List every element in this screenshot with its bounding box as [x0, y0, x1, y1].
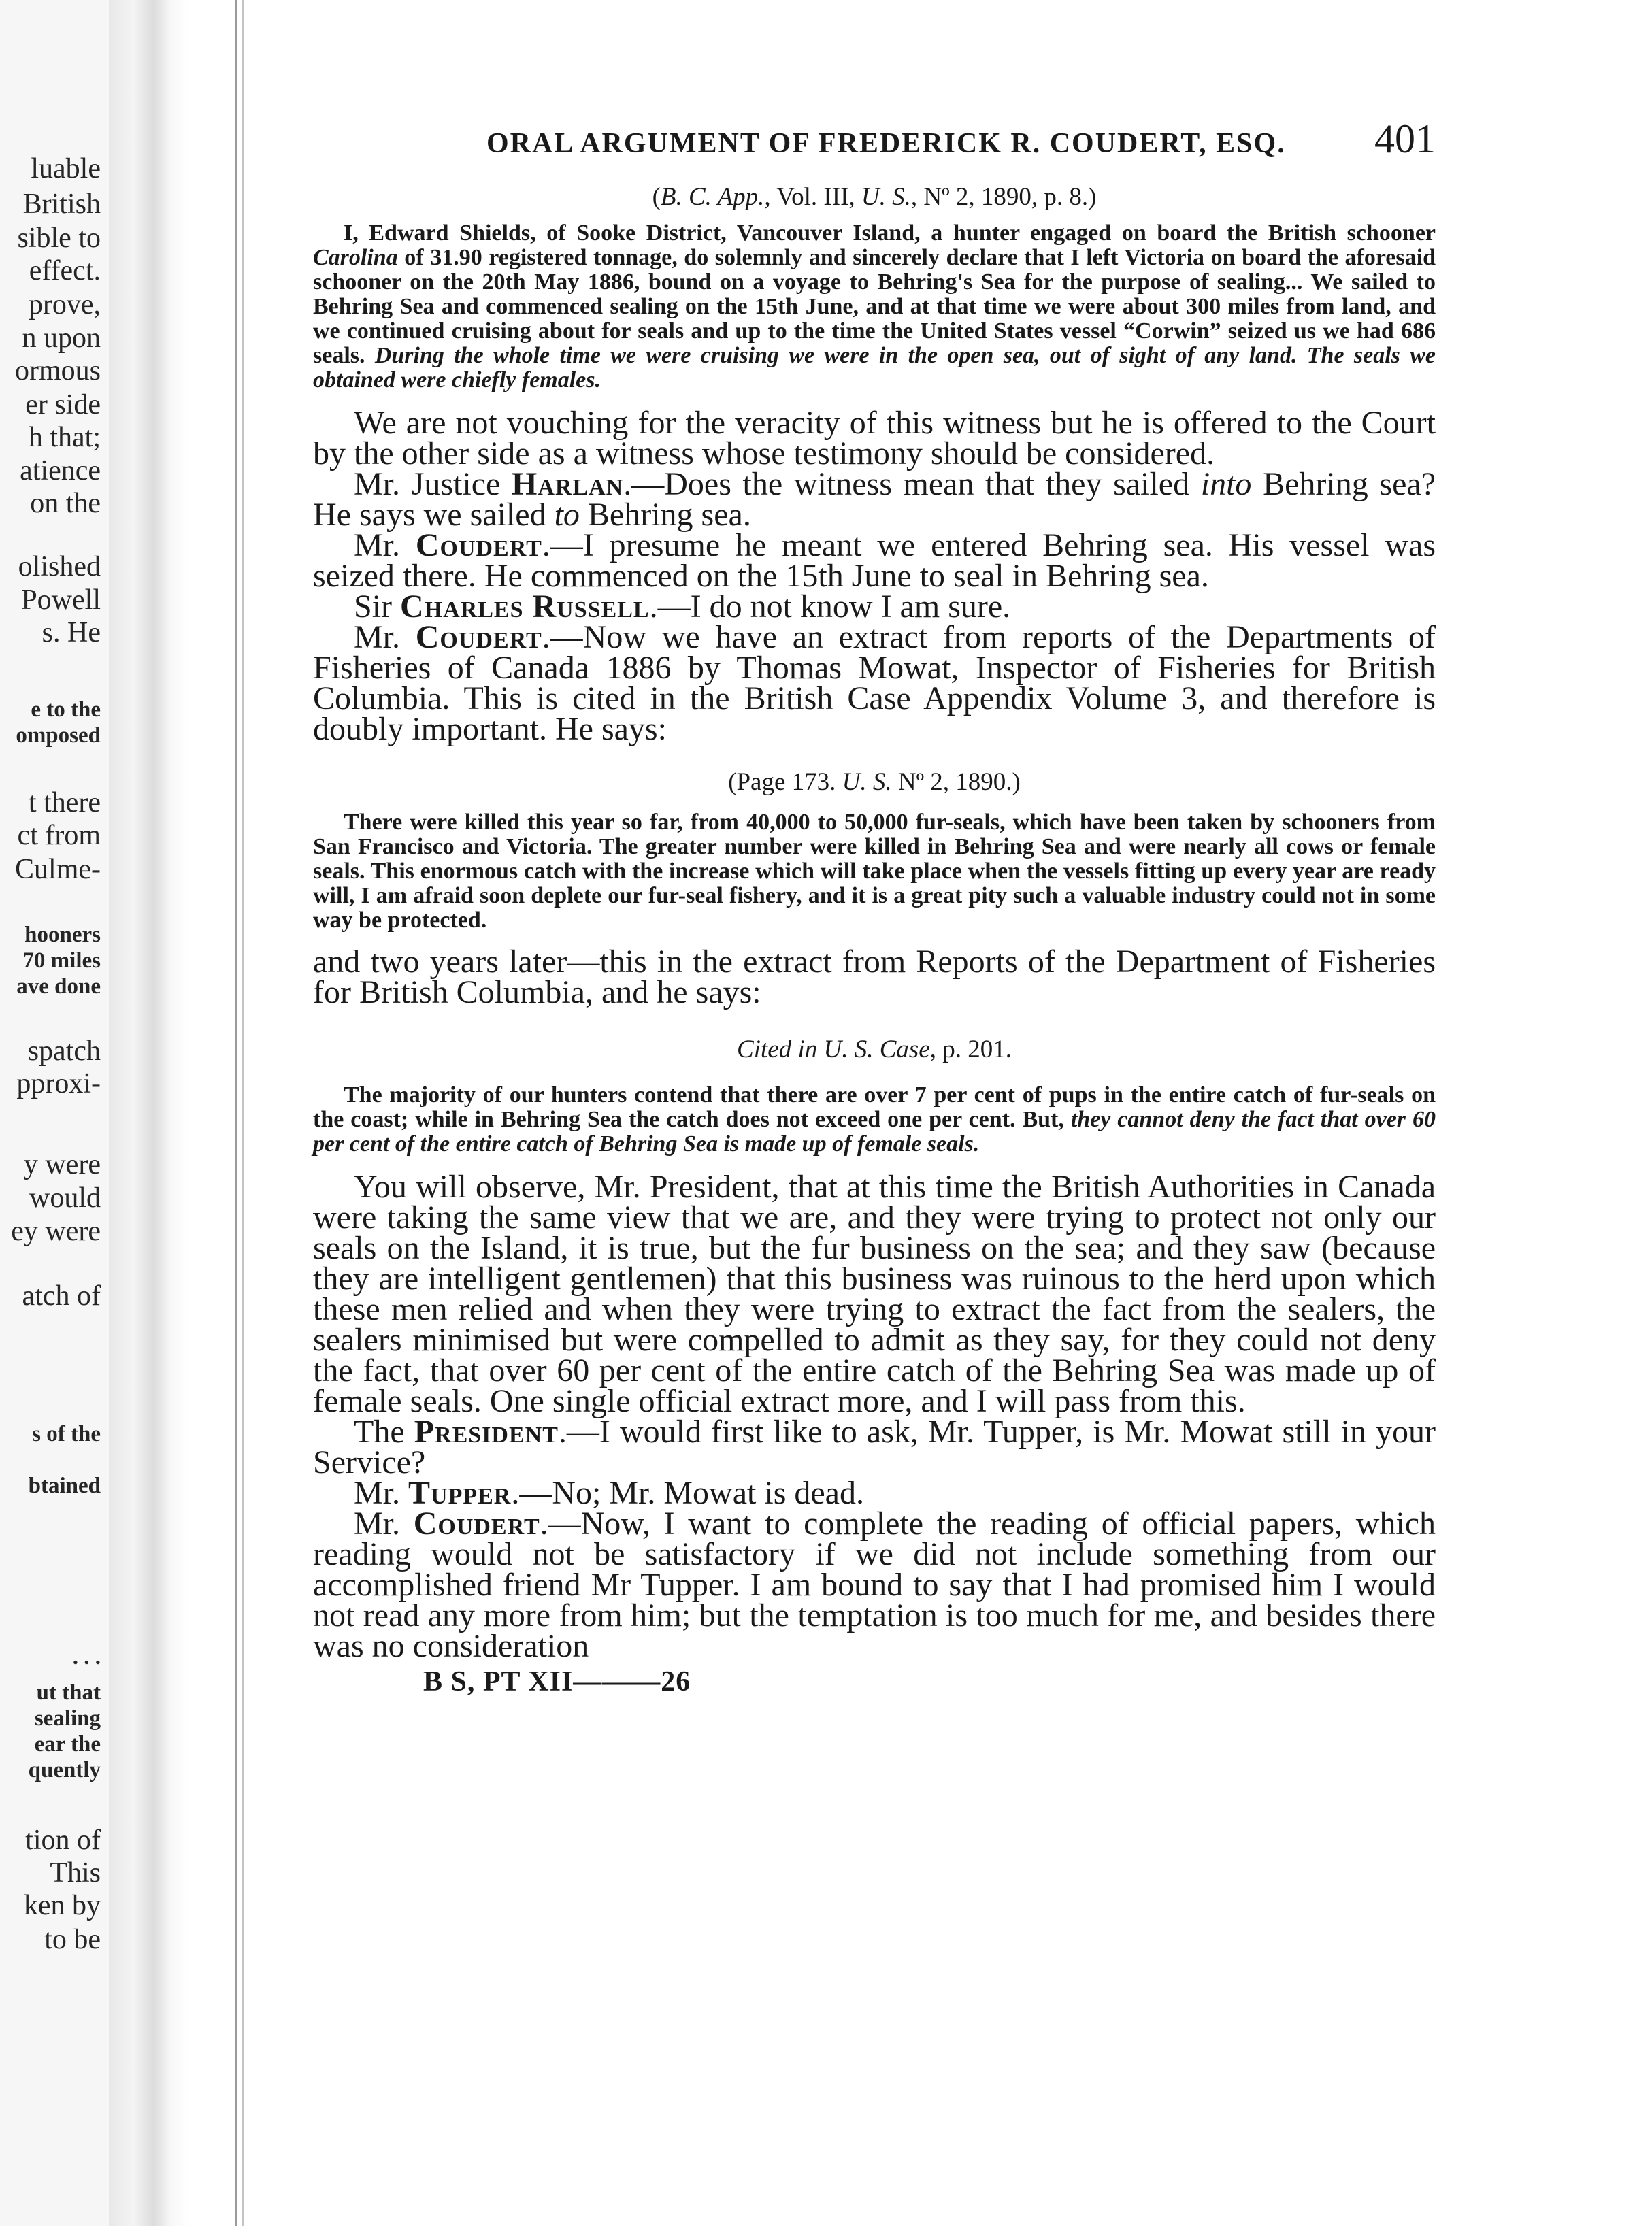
paragraph-veracity: We are not vouching for the veracity of this witness but he is offered to the Court by the other side as a witness whose testimony should be considered. — [313, 405, 1436, 471]
paragraph-tupper: Mr. Tupper.—No; Mr. Mowat is dead. — [354, 1475, 864, 1511]
facing-page-line: y were — [23, 1149, 101, 1180]
paragraph-harlan: Mr. Justice Harlan.—Does the witness mean that they sailed into Behring sea? He says we sailed to Behring sea. — [313, 466, 1436, 533]
facing-page-line: . . . — [72, 1645, 101, 1670]
facing-page-line: omposed — [16, 723, 101, 748]
quote-shields-declaration: I, Edward Shields, of Sooke District, Vancouver Island, a hunter engaged on board the British schooner Carolina of 31.90 registered tonnage, do solemnly and sincerely declare that I left Victoria on board the aforesaid schooner on the 20th May 1886, bound on a voyage to Behring's Sea for the purpose of sealing... We sailed to Behring Sea and commenced sealing on the 15th June, and at that time we were about 300 miles from land, and we continued cruising about for seals and up to the time the United States vessel “Corwin” seized us we had 686 seals. During the whole time we were cruising we were in the open sea, out of sight of any land. The seals we obtained were chiefly females. — [313, 220, 1436, 393]
paragraph-two-years-later: and two years later—this in the extract from Reports of the Department of Fisheries for British Columbia, and he says: — [313, 944, 1436, 1010]
paragraph-coudert-1: Mr. Coudert.—I presume he meant we entered Behring sea. His vessel was seized there. He commenced on the 15th June to seal in Behring sea. — [313, 527, 1436, 594]
running-header — [313, 116, 1436, 173]
facing-page-line: ct from — [17, 820, 101, 851]
running-title: ORAL ARGUMENT OF FREDERICK R. COUDERT, ESQ. — [486, 128, 1286, 159]
facing-page-line: er side — [25, 389, 101, 420]
paragraph-russell: Sir Charles Russell.—I do not know I am sure. — [354, 588, 1011, 625]
page-edge-line-inner — [242, 0, 244, 2226]
page-gutter — [109, 0, 191, 2226]
facing-page-line: sible to — [17, 222, 101, 254]
facing-page-line: e to the — [31, 697, 101, 722]
facing-page-line: spatch — [27, 1035, 101, 1067]
facing-page-line: to be — [44, 1924, 101, 1955]
paragraph-president: The President.—I would first like to ask, Mr. Tupper, is Mr. Mowat still in your Service? — [313, 1414, 1436, 1480]
facing-page-line: on the — [30, 488, 101, 519]
citation-1: (B. C. App., Vol. III, U. S., Nº 2, 1890, p. 8.) — [652, 183, 1097, 211]
book-page — [313, 116, 1436, 1698]
facing-page-line: pproxi- — [16, 1068, 101, 1099]
facing-page-line: btained — [28, 1474, 101, 1498]
facing-page-line: Powell — [21, 584, 101, 616]
facing-page-line: sealing — [34, 1706, 101, 1731]
facing-page-line: atience — [20, 455, 101, 486]
facing-page-line: ut that — [36, 1680, 101, 1705]
facing-page-line: ear the — [34, 1732, 101, 1757]
facing-page-line: s of the — [32, 1422, 101, 1446]
facing-page-line: British — [22, 188, 101, 220]
facing-page-line: n upon — [22, 322, 101, 354]
facing-page-line: ormous — [15, 355, 101, 386]
facing-page-line: h that; — [28, 422, 101, 453]
facing-page-line: ken by — [23, 1890, 101, 1921]
facing-page-line: would — [29, 1182, 101, 1214]
facing-page-line: effect. — [29, 255, 101, 286]
facing-page-line: prove, — [28, 289, 101, 320]
facing-page-line: olished — [18, 551, 101, 582]
facing-page-line: atch of — [22, 1280, 101, 1312]
facing-page-fragment — [0, 0, 109, 2226]
paragraph-coudert-3: Mr. Coudert.—Now, I want to complete the reading of official papers, which reading would not be satisfactory if we did not include something from our accomplished friend Mr Tupper. I am bound to say that I had promised him I would not read any more from him; but the temptation is too much for me, and besides there was no consideration — [313, 1506, 1436, 1664]
facing-page-line: tion of — [25, 1825, 101, 1856]
facing-page-line: s. He — [42, 617, 101, 648]
signature-mark: B S, PT XII———26 — [423, 1666, 691, 1697]
facing-page-line: quently — [28, 1758, 101, 1782]
paragraph-coudert-2: Mr. Coudert.—Now we have an extract from reports of the Departments of Fisheries of Canada 1886 by Thomas Mowat, Inspector of Fisheries for British Columbia. This is cited in the British Case Appendix Volume 3, and therefore is doubly important. He says: — [313, 619, 1436, 747]
facing-page-line: hooners — [24, 923, 101, 947]
facing-page-line: This — [50, 1857, 101, 1889]
page-number: 401 — [1374, 116, 1436, 161]
page-edge-line — [235, 0, 237, 2226]
facing-page-line: ave done — [16, 974, 101, 999]
quote-mowat-1886: There were killed this year so far, from 40,000 to 50,000 fur-seals, which have been taken by schooners from San Francisco and Victoria. The greater number were killed in Behring Sea and were nearly all cows or female seals. This enormous catch with the increase which will take place when the vessels fitting up every year are ready will, I am afraid soon deplete our fur-seal fishery, and it is a great pity such a valuable industry could not in some way be protected. — [313, 810, 1436, 933]
citation-2: (Page 173. U. S. Nº 2, 1890.) — [728, 768, 1021, 796]
paragraph-observe: You will observe, Mr. President, that at this time the British Authorities in Canada were taking the same view that we are, and they were trying to protect not only our seals on the Island, it is true, but the fur business on the sea; and they saw (because they are intelligent gentlemen) that this business was ruinous to the herd upon which these men relied and when they were trying to extract the fact from the sealers, the sealers minimised but were compelled to admit as they say, for they could not deny the fact, that over 60 per cent of the entire catch of the Behring Sea was made up of female seals. One single official extract more, and I will pass from this. — [313, 1169, 1436, 1419]
citation-3: Cited in U. S. Case, p. 201. — [737, 1035, 1012, 1063]
facing-page-line: 70 miles — [22, 948, 101, 973]
facing-page-line: ey were — [11, 1216, 101, 1247]
facing-page-line: luable — [31, 153, 101, 184]
facing-page-line: t there — [28, 787, 101, 818]
quote-mowat-later: The majority of our hunters contend that there are over 7 per cent of pups in the entire catch of fur-seals on the coast; while in Behring Sea the catch does not exceed one per cent. But, they cannot deny the fact that over 60 per cent of the entire catch of Behring Sea is made up of female seals. — [313, 1082, 1436, 1157]
facing-page-line: Culme- — [15, 854, 101, 885]
